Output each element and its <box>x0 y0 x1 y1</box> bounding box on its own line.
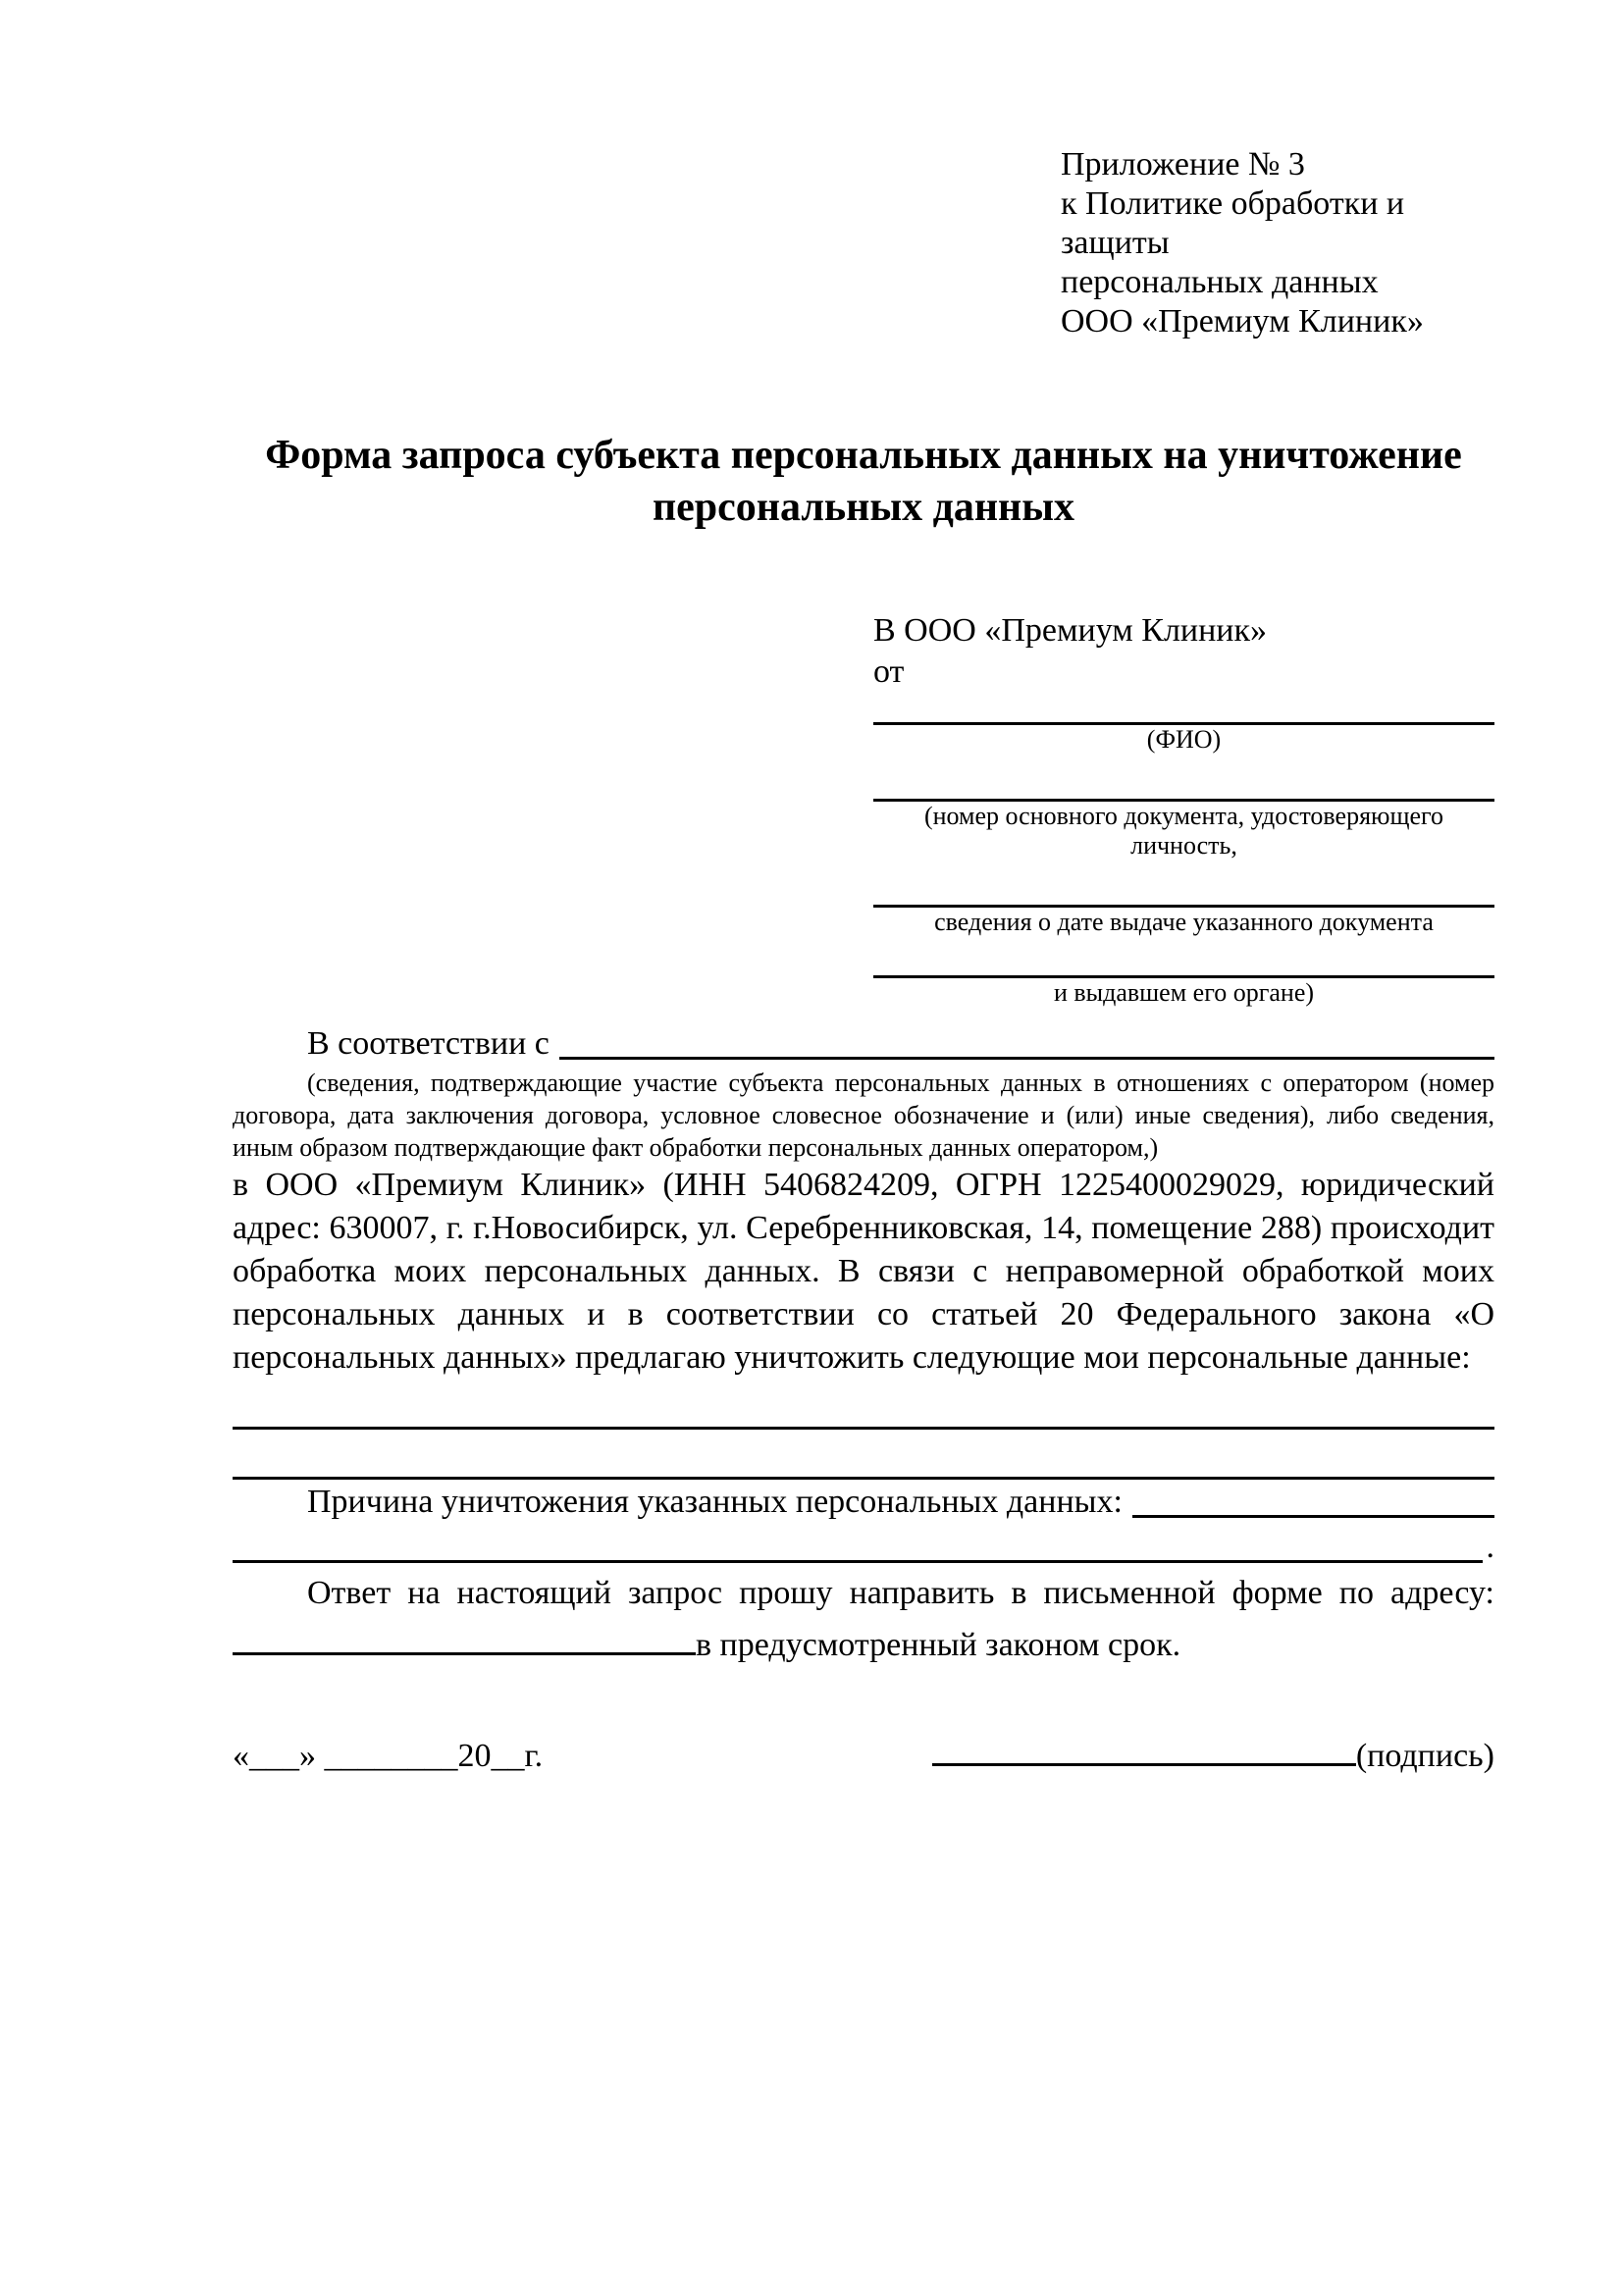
signature-block <box>932 1730 1494 1778</box>
spacer <box>873 755 1494 766</box>
reason-blank-line-2 <box>233 1560 1483 1563</box>
main-paragraph: в ООО «Премиум Клиник» (ИНН 5406824209, ОГРН 1225400029029, юридический адрес: 630007, г. г.Новосибирск, ул. Серебренниковская, 14, помещение 288) происходит обработка моих персональных данных. В связи с неправомерной обработкой моих персональных данных и в соответствии со статьей 20 Федерального закона «О персональных данных» предлагаю уничтожить следующие мои персональные данные: <box>233 1167 1494 1376</box>
response-address-row <box>233 1619 1494 1669</box>
date-field: «___» ________20__г. <box>233 1738 544 1774</box>
reason-blank-line <box>1132 1515 1494 1518</box>
appendix-line: Приложение № 3 <box>1061 146 1305 183</box>
accordance-note: (сведения, подтверждающие участие субъекта персональных данных в отношениях с оператором (номер договора, дата заключения договора, условное словесное обозначение и (или) иные сведения), либо сведения, иным образом подтверждающие факт обработки персональных данных оператором,) <box>233 1069 1494 1162</box>
issuing-authority-blank-line <box>873 943 1494 978</box>
fio-blank-line <box>873 693 1494 725</box>
signature-blank-line <box>932 1730 1356 1766</box>
response-paragraph: Ответ на настоящий запрос прошу направить в письменной форме по адресу: <box>307 1575 1494 1611</box>
issuing-authority-caption: и выдавшем его органе) <box>1053 978 1315 1007</box>
document-title: Форма запроса субъекта персональных данных на уничтожение персональных данных <box>265 433 1462 530</box>
issue-date-caption: сведения о дате выдаче указанного документа <box>934 908 1434 936</box>
appendix-block <box>1061 145 1494 341</box>
reason-label: Причина уничтожения указанных персональных данных: <box>307 1484 1123 1520</box>
signature-caption: (подпись) <box>1355 1738 1494 1774</box>
addressee-from-label: от <box>873 653 905 690</box>
appendix-line: ООО «Премиум Клиник» <box>1061 303 1424 339</box>
appendix-line: к Политике обработки и защиты <box>1061 185 1405 261</box>
spacer <box>873 861 1494 872</box>
accordance-row <box>233 1021 1494 1067</box>
document-number-blank-line <box>873 766 1494 802</box>
accordance-blank-line <box>559 1057 1494 1060</box>
document-number-caption: (номер основного документа, удостоверяющего личность, <box>923 802 1444 860</box>
address-blank-line <box>233 1619 696 1655</box>
issue-date-blank-line <box>873 872 1494 908</box>
appendix-line: персональных данных <box>1061 264 1379 300</box>
personal-data-blank-line-1 <box>233 1380 1494 1430</box>
accordance-prefix: В соответствии с <box>307 1025 550 1062</box>
reason-row <box>233 1480 1494 1525</box>
addressee-block <box>873 610 1494 1008</box>
fio-caption: (ФИО) <box>1146 725 1222 754</box>
reason-continuation-row <box>233 1525 1494 1570</box>
footer-row <box>233 1730 1494 1778</box>
sentence-period: . <box>1486 1529 1494 1565</box>
personal-data-blank-line-2 <box>233 1430 1494 1480</box>
addressee-to: В ООО «Премиум Клиник» <box>873 612 1268 649</box>
response-suffix: в предусмотренный законом срок. <box>696 1627 1181 1663</box>
